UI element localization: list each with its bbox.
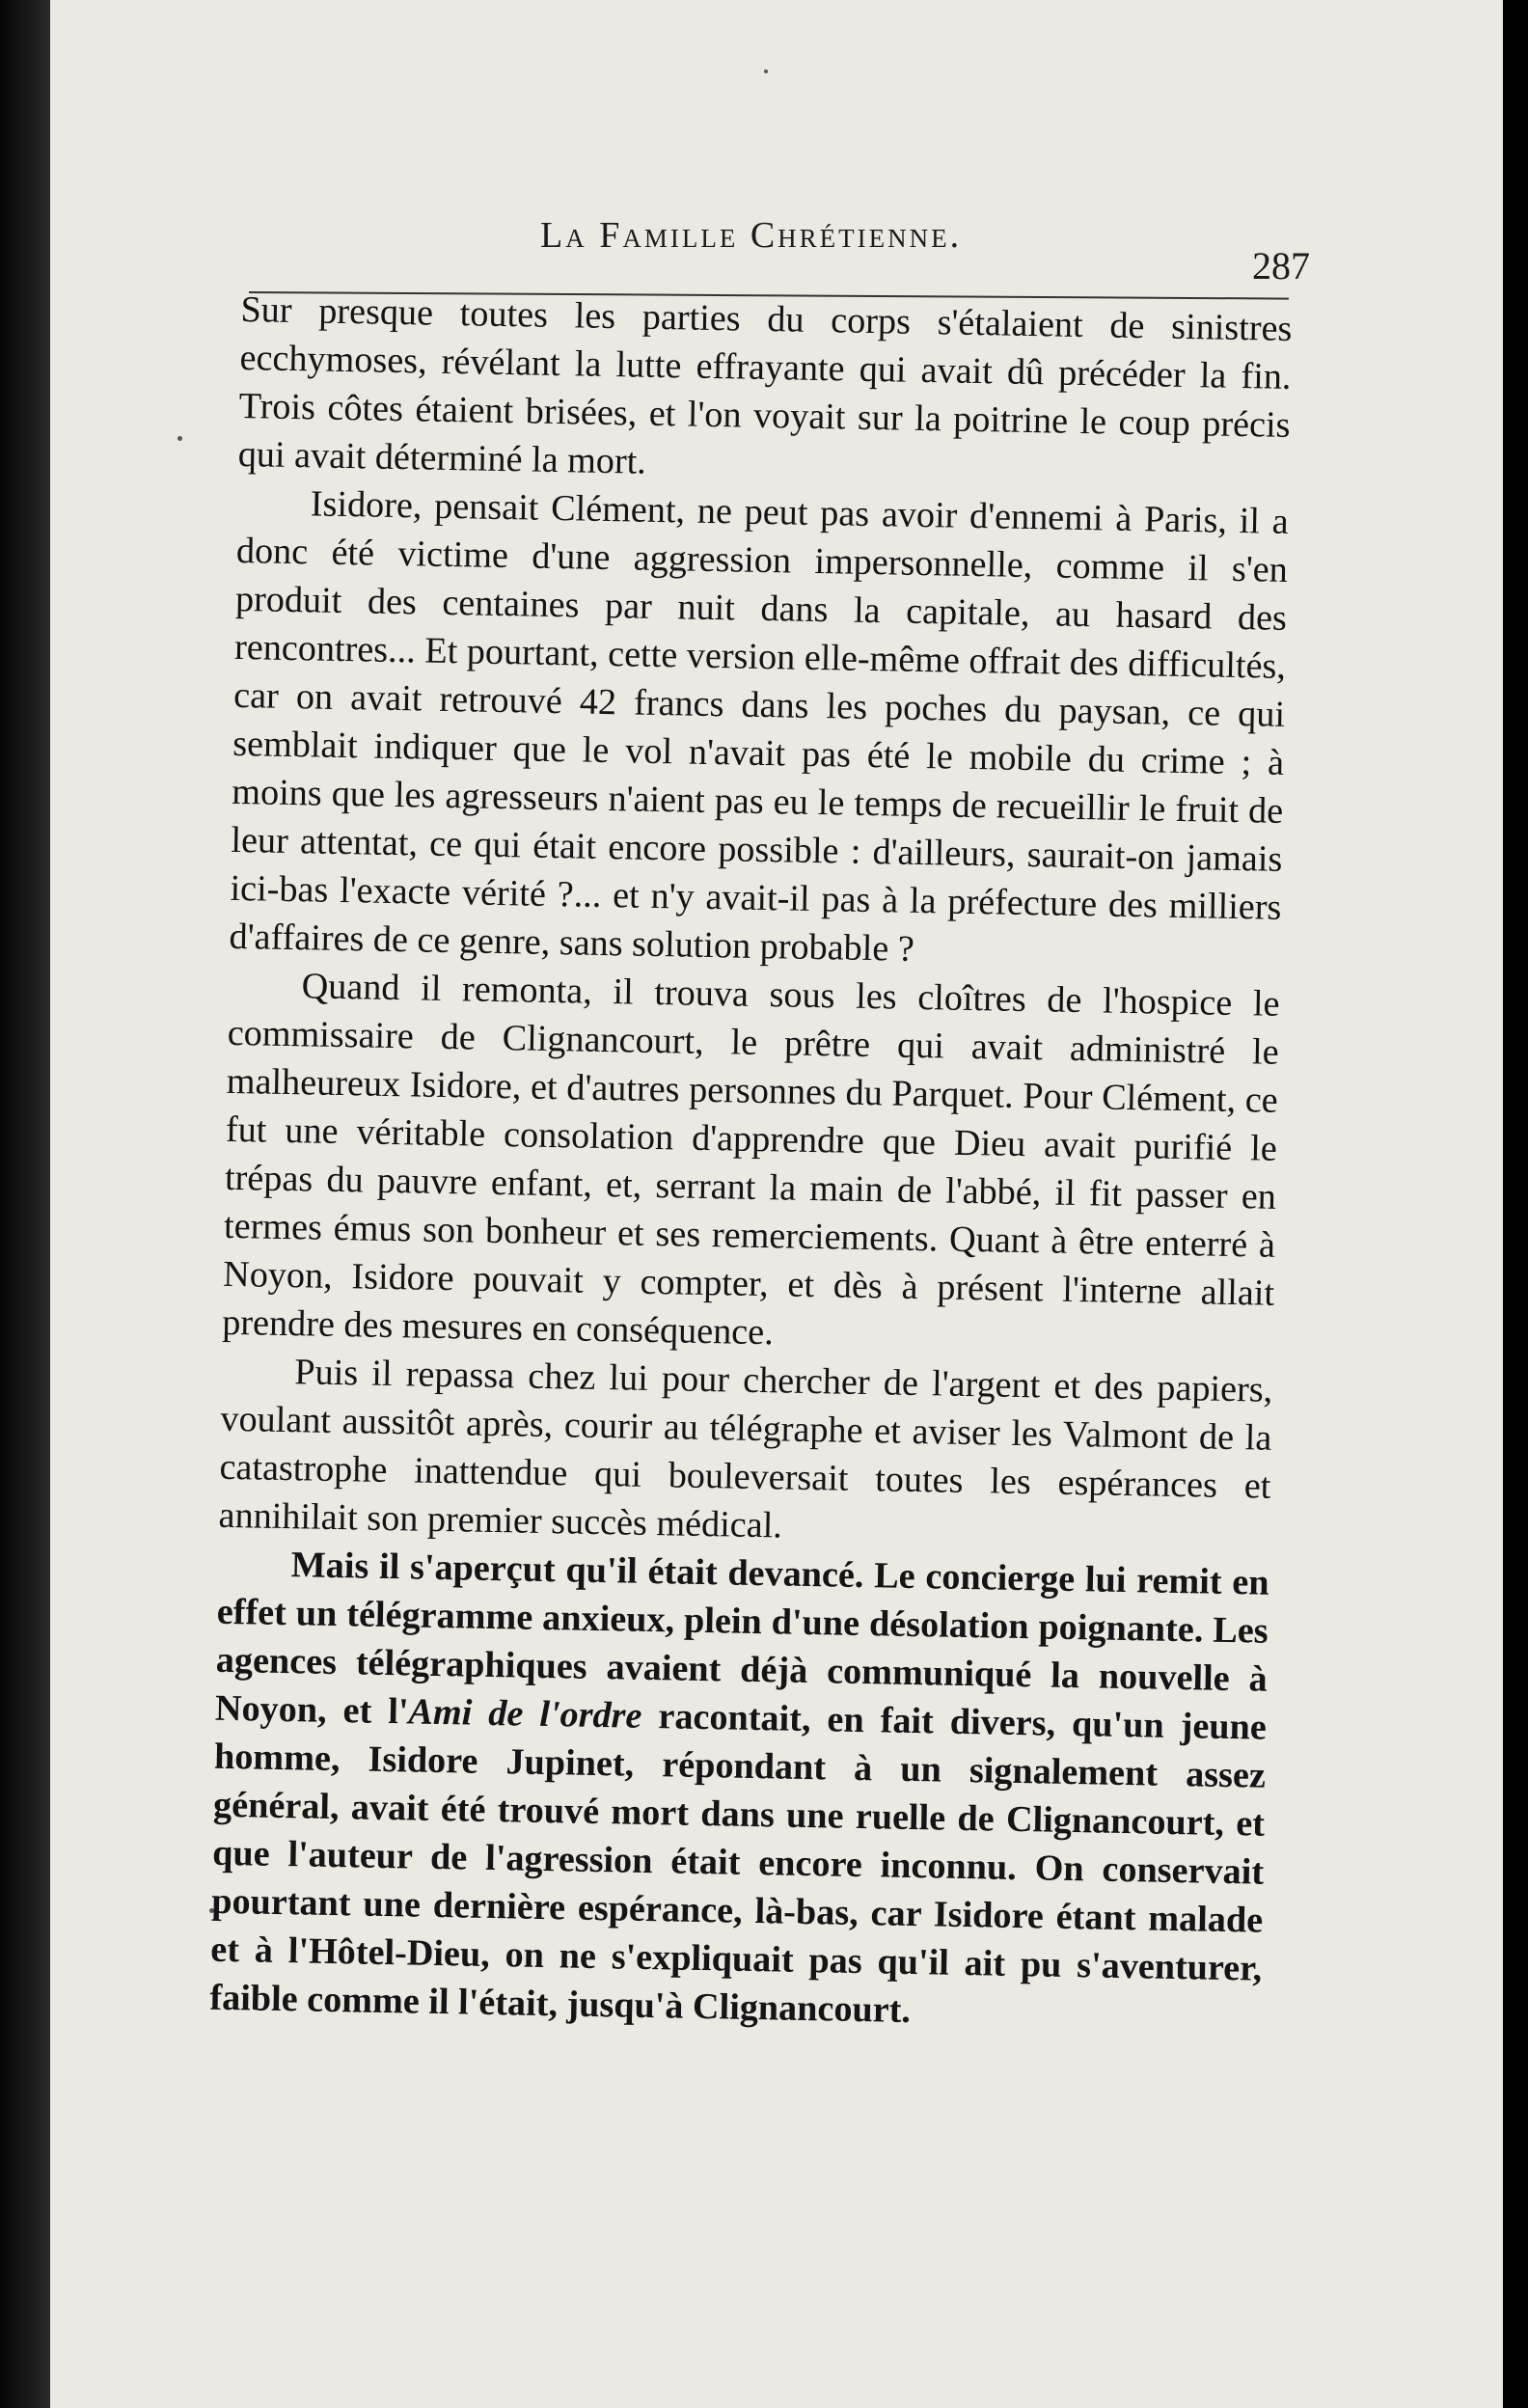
body-text (205, 286, 1292, 2283)
paragraph-5-part-1: Mais il s'aperçut qu'il était devancé. Le concierge lui remit en effet un télégramme anxieux, plein d'une désolation poignante. Les agences télégraphiques avaient déjà communiqué la nouvelle à Noyon, et l' (214, 1545, 1269, 1733)
paragraph-5-part-2: racontait, en fait divers, qu'un jeune homme, Isidore Jupinet, répondant à un signalement assez général, avait été trouvé mort dans une ruelle de Clignancourt, et que l'auteur de l'agression était encore inconnu. On conservait pourtant une dernière espérance, là-bas, car Isidore étant malade et à l'Hôtel-Dieu, on ne s'expliquait pas qu'il ait pu s'aventurer, faible comme il l'était, jusqu'à Clignancourt. (209, 1695, 1268, 2032)
print-speck (177, 436, 182, 441)
paragraph-2: Isidore, pensait Clément, ne peut pas avoir d'ennemi à Paris, il a donc été victime d'une aggression impersonnelle, comme il s'en produit des centaines par nuit dans la capitale, au hasard des rencontres... Et pourtant, cette version elle-même offrait des difficultés, car on avait retrouvé 42 francs dans les poches du paysan, ce qui semblait indiquer que le vol n'avait pas été le mobile du crime ; à moins que les agresseurs n'aient pas eu le temps de recueillir le fruit de leur attentat, ce qui était encore possible : d'ailleurs, saurait-on jamais ici-bas l'exacte vérité ?... et n'y avait-il pas à la préfecture des milliers d'affaires de ce genre, sans solution probable ? (229, 483, 1290, 970)
newspaper-title: Ami de l'ordre (408, 1691, 642, 1737)
print-speck (764, 69, 768, 73)
page-number: 287 (1252, 244, 1310, 287)
paragraph-5 (209, 1540, 1269, 2041)
scan-left-edge (0, 0, 50, 2408)
scan-right-edge (1503, 0, 1528, 2408)
paragraph-3: Quand il remonta, il trouva sous les cloîtres de l'hospice le commissaire de Clignancourt, le prêtre qui avait administré le malheureux Isidore, et d'autres personnes du Parquet. Pour Clément, ce fut une véritable consolation d'apprendre que Dieu avait purifié le trépas du pauvre enfant, et, serrant la main de l'abbé, il fit passer en termes émus son bonheur et ses remerciements. Quant à être enterré à Noyon, Isidore pouvait y compter, et dès à présent l'interne allait prendre des mesures en conséquence. (221, 966, 1280, 1354)
paragraph-1: Sur presque toutes les parties du corps s'étalaient de sinistres ecchymoses, révélant la lutte effrayante qui avait dû précéder la fin. Trois côtes étaient brisées, et l'on voyait sur la poitrine le coup précis qui avait déterminé la mort. (237, 288, 1293, 482)
running-title: La Famille Chrétienne. (540, 215, 963, 256)
paragraph-4: Puis il repassa chez lui pour chercher de l'argent et des papiers, voulant aussitôt après, courir au télégraphe et aviser les Valmont de la catastrophe inattendue qui bouleversait toutes les espérances et annihilait son premier succès médical. (218, 1352, 1273, 1546)
